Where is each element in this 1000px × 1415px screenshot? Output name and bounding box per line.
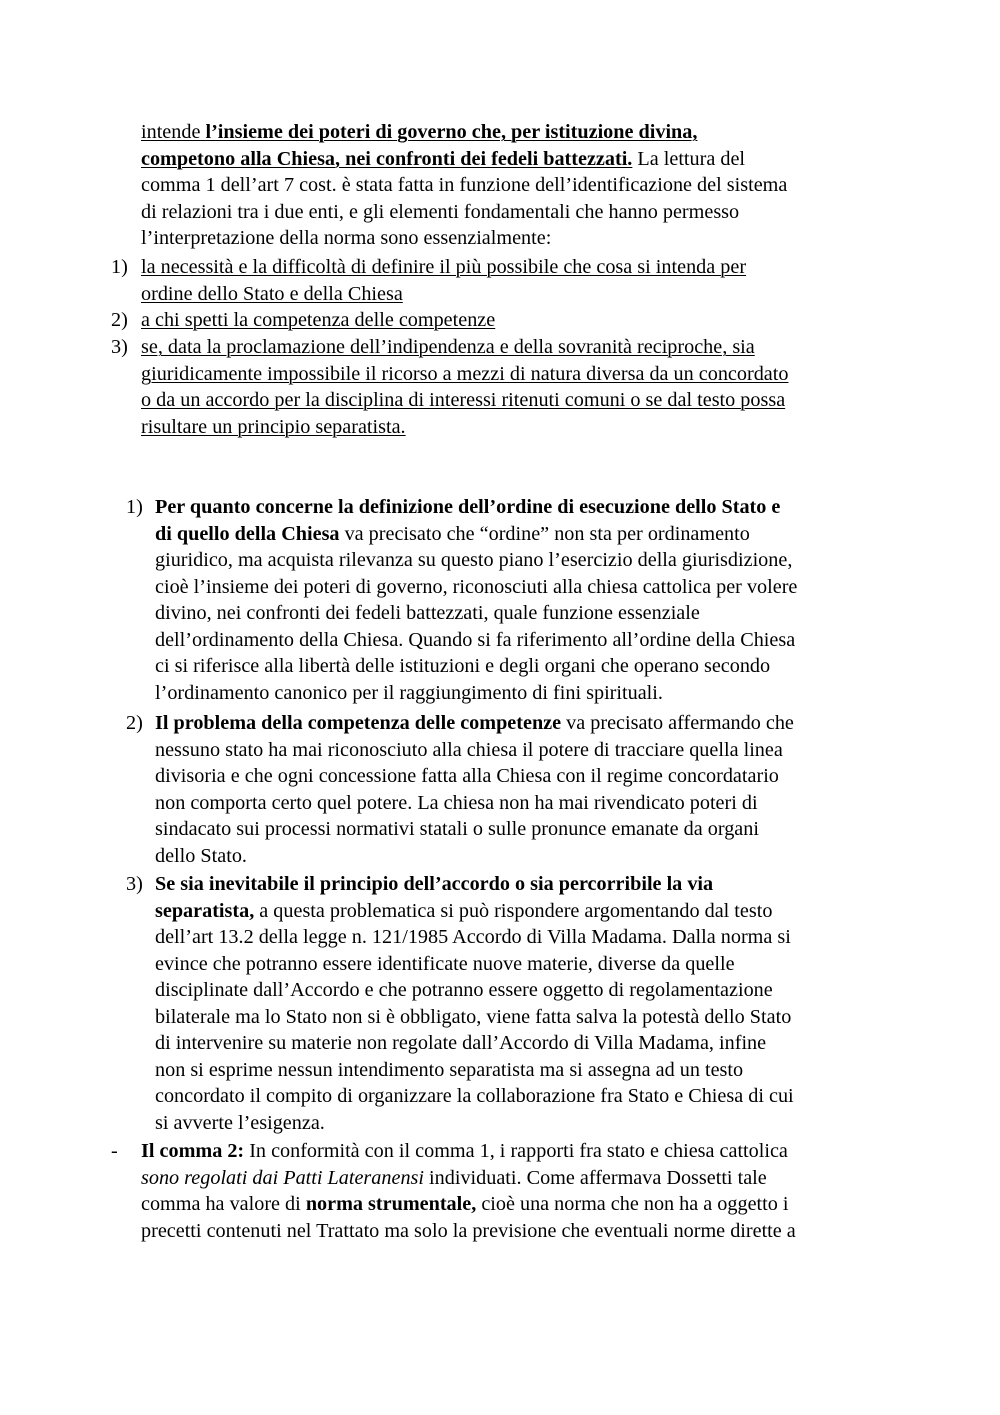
list-line: la necessità e la difficoltà di definire il più possibile che cosa si intenda per xyxy=(141,256,747,278)
list-line: Per quanto concerne la definizione dell’ordine di esecuzione dello Stato e xyxy=(155,496,781,518)
list-line: di quello della Chiesa va precisato che “ordine” non sta per ordinamento xyxy=(155,522,750,545)
list-line: a chi spetti la competenza delle competenze xyxy=(141,309,496,331)
comma2-line-1: Il comma 2: In conformità con il comma 1, i rapporti fra stato e chiesa cattolica xyxy=(141,1140,788,1162)
list-line: bilaterale ma lo Stato non si è obbligato, viene fatta salva la potestà dello Stato xyxy=(155,1005,792,1028)
list-line: o da un accordo per la disciplina di interessi ritenuti comuni o se dal testo possa xyxy=(141,389,786,411)
list-line: ci si riferisce alla libertà delle istituzioni e degli organi che operano secondo xyxy=(155,655,771,677)
intro-line-4: di relazioni tra i due enti, e gli elementi fondamentali che hanno permesso xyxy=(141,200,740,223)
list-line: ordine dello Stato e della Chiesa xyxy=(141,282,403,305)
intro-line-3: comma 1 dell’art 7 cost. è stata fatta in funzione dell’identificazione del sistema xyxy=(141,174,788,196)
list-line: nessuno stato ha mai riconosciuto alla chiesa il potere di tracciare quella linea xyxy=(155,738,783,761)
list-line: cioè l’insieme dei poteri di governo, riconosciuti alla chiesa cattolica per volere xyxy=(155,575,798,598)
list-line: separatista, a questa problematica si può rispondere argomentando dal testo xyxy=(155,899,773,922)
comma2-line-3: comma ha valore di norma strumentale, cioè una norma che non ha a oggetto i xyxy=(141,1193,789,1215)
list-line: giuridico, ma acquista rilevanza su questo piano l’esercizio della giurisdizione, xyxy=(155,549,793,571)
list-line: dell’art 13.2 della legge n. 121/1985 Accordo di Villa Madama. Dalla norma si xyxy=(155,926,791,948)
list-number: 1) xyxy=(126,496,143,518)
list-line: di intervenire su materie non regolate dall’Accordo di Villa Madama, infine xyxy=(155,1032,767,1054)
list-line: l’ordinamento canonico per il raggiungimento di fini spirituali. xyxy=(155,681,663,704)
list-number: 3) xyxy=(111,336,128,358)
list-line: se, data la proclamazione dell’indipendenza e della sovranità reciproche, sia xyxy=(141,336,755,358)
list-line: Il problema della competenza delle competenze va precisato affermando che xyxy=(155,712,794,734)
list-number: 2) xyxy=(111,309,128,331)
intro-line-5: l’interpretazione della norma sono essenzialmente: xyxy=(141,227,552,249)
list-line: si avverte l’esigenza. xyxy=(155,1111,325,1134)
list-line: concordato il compito di organizzare la collaborazione fra Stato e Chiesa di cui xyxy=(155,1085,794,1107)
dash-bullet: - xyxy=(111,1140,118,1162)
list-line: divino, nei confronti dei fedeli battezzati, quale funzione essenziale xyxy=(155,602,700,624)
list-line: dello Stato. xyxy=(155,844,247,867)
list-line: Se sia inevitabile il principio dell’accordo o sia percorribile la via xyxy=(155,873,714,895)
intro-line-1: intende l’insieme dei poteri di governo che, per istituzione divina, xyxy=(141,121,698,143)
intro-line-2: competono alla Chiesa, nei confronti dei fedeli battezzati. La lettura del xyxy=(141,147,746,170)
comma2-line-2: sono regolati dai Patti Lateranensi individuati. Come affermava Dossetti tale xyxy=(141,1166,767,1189)
list-number: 1) xyxy=(111,256,128,278)
comma2-line-4: precetti contenuti nel Trattato ma solo la previsione che eventuali norme dirette a xyxy=(141,1219,796,1242)
list-line: non comporta certo quel potere. La chiesa non ha mai rivendicato poteri di xyxy=(155,791,758,814)
list-line: dell’ordinamento della Chiesa. Quando si fa riferimento all’ordine della Chiesa xyxy=(155,628,796,651)
list-line: non si esprime nessun intendimento separatista ma si assegna ad un testo xyxy=(155,1058,744,1081)
list-number: 3) xyxy=(126,873,143,895)
list-number: 2) xyxy=(126,712,143,734)
intro-paragraph xyxy=(141,119,787,252)
list-line: divisoria e che ogni concessione fatta alla Chiesa con il regime concordatario xyxy=(155,765,779,787)
list-line: disciplinate dall’Accordo e che potranno essere oggetto di regolamentazione xyxy=(155,979,773,1001)
list-line: risultare un principio separatista. xyxy=(141,415,406,438)
list-line: giuridicamente impossibile il ricorso a mezzi di natura diversa da un concordato xyxy=(141,362,789,385)
list-line: evince che potranno essere identificate nuove materie, diverse da quelle xyxy=(155,952,735,975)
list-line: sindacato sui processi normativi statali o sulle pronunce emanate da organi xyxy=(155,818,759,840)
